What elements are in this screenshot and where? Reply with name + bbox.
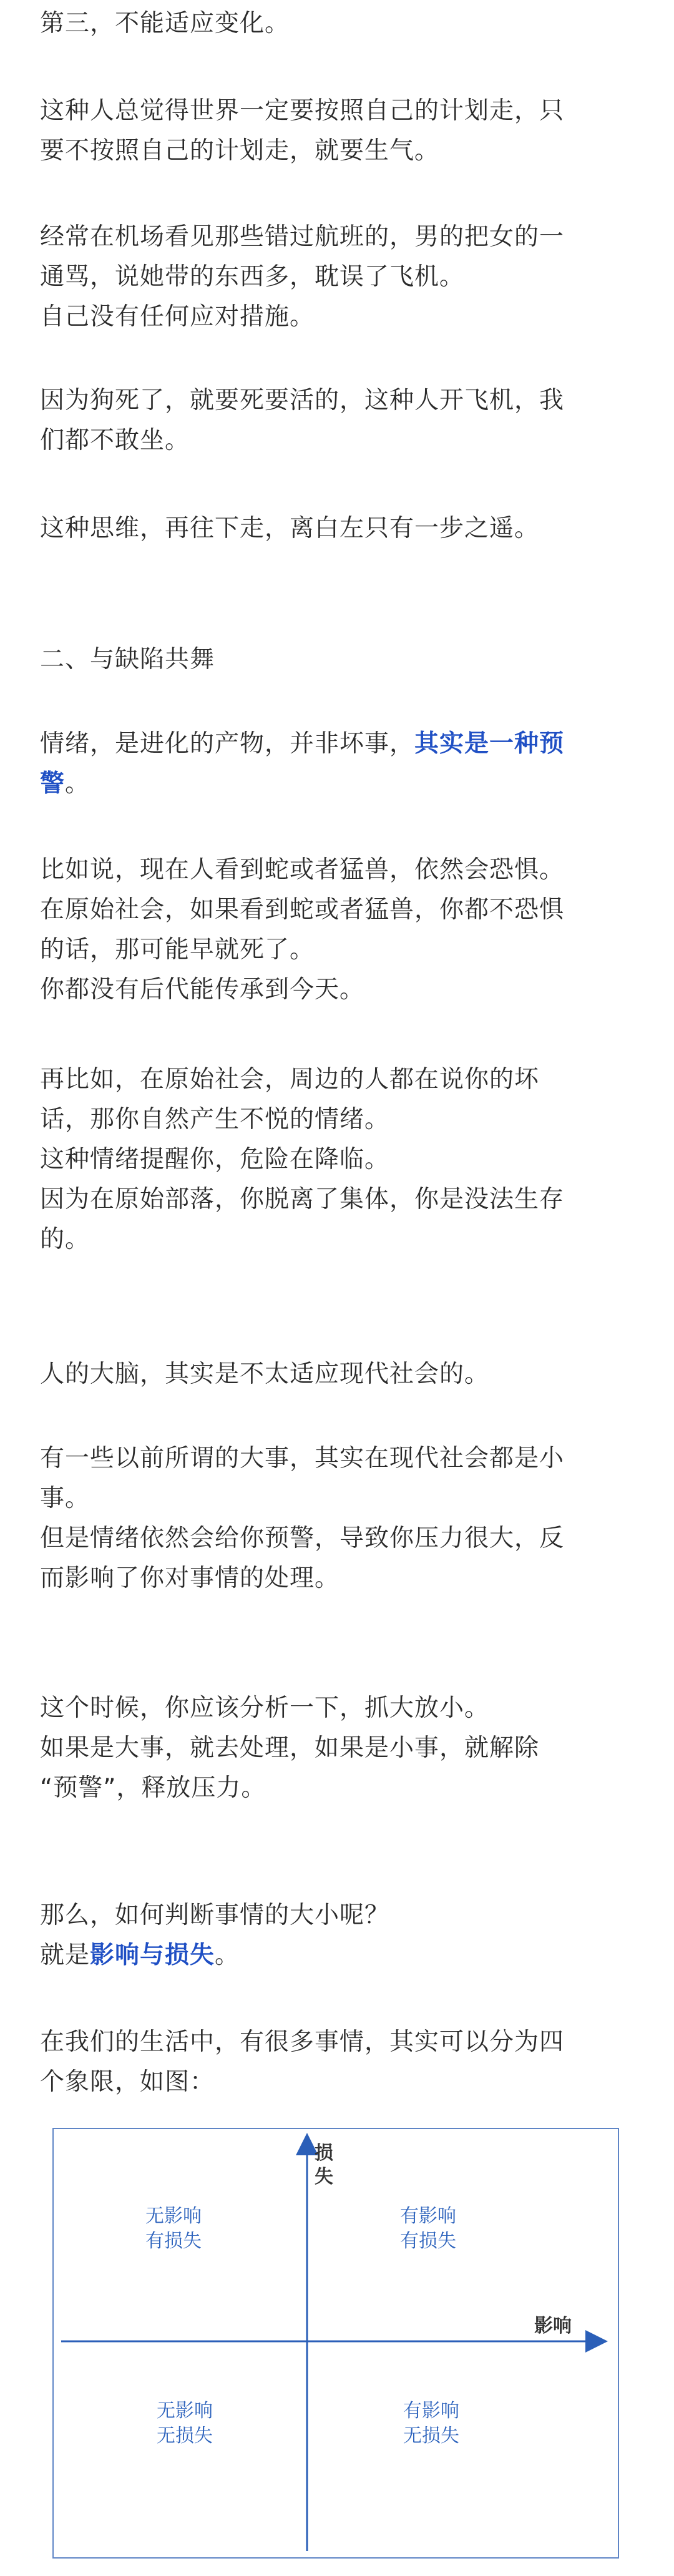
paragraph-5	[40, 509, 639, 549]
text-line: 在原始社会，如果看到蛇或者猛兽，你都不恐惧	[40, 896, 565, 924]
quadrant-bottom-left: 无影响 无损失	[157, 2400, 213, 2447]
x-axis-label: 影响	[534, 2315, 572, 2337]
heading-text: 二、与缺陷共舞	[40, 645, 215, 673]
paragraph-6	[40, 724, 639, 804]
paragraph-2	[40, 91, 639, 171]
text-line: 如果是大事，就去处理，如果是小事，就解除	[40, 1734, 540, 1762]
paragraph-11	[40, 1688, 639, 1808]
text-line: 但是情绪依然会给你预警，导致你压力很大，反	[40, 1524, 565, 1552]
paragraph-9	[40, 1354, 639, 1394]
paragraph-3	[40, 217, 639, 337]
text-line: 自己没有任何应对措施。	[40, 303, 315, 331]
text-line: 个象限，如图：	[40, 2068, 215, 2096]
text-line: 话，那你自然产生不悦的情绪。	[40, 1105, 390, 1134]
text-line: 那么，如何判断事情的大小呢？	[40, 1901, 390, 1929]
text-line: 人的大脑，其实是不太适应现代社会的。	[40, 1360, 490, 1388]
text-line: 有一些以前所谓的大事，其实在现代社会都是小	[40, 1444, 565, 1472]
paragraph-10	[40, 1439, 639, 1599]
text-line: 再比如，在原始社会，周边的人都在说你的坏	[40, 1065, 540, 1094]
quadrant-top-left: 无影响 有损失	[145, 2205, 202, 2252]
section-heading	[40, 640, 639, 680]
paragraph-4	[40, 381, 639, 461]
text-line: 事。	[40, 1484, 90, 1512]
y-axis-label: 损 失	[315, 2142, 333, 2188]
text-line: 警。	[40, 770, 90, 798]
text-line: 就是影响与损失。	[40, 1941, 240, 1969]
quadrant-axes	[54, 2129, 618, 2557]
quadrant-diagram	[52, 2128, 619, 2559]
paragraph-13	[40, 2022, 639, 2102]
paragraph-8	[40, 1060, 639, 1260]
quadrant-bottom-right: 有影响 无损失	[403, 2400, 459, 2447]
text-line: 们都不敢坐。	[40, 426, 190, 454]
text-line: 这种情绪提醒你，危险在降临。	[40, 1145, 390, 1173]
paragraph-12	[40, 1896, 639, 1976]
text-line: “预警”，释放压力。	[40, 1774, 266, 1802]
text-line: 这个时候，你应该分析一下，抓大放小。	[40, 1694, 490, 1722]
text-line: 通骂，说她带的东西多，耽误了飞机。	[40, 263, 465, 291]
paragraph-1	[40, 4, 639, 44]
text-line: 情绪，是进化的产物，并非坏事，其实是一种预	[40, 730, 565, 758]
text-line: 因为狗死了，就要死要活的，这种人开飞机，我	[40, 386, 565, 414]
text-line: 这种思维，再往下走，离白左只有一步之遥。	[40, 514, 540, 542]
text-line: 这种人总觉得世界一定要按照自己的计划走，只	[40, 97, 565, 125]
text-line: 的话，那可能早就死了。	[40, 936, 315, 964]
highlight-text: 警	[40, 770, 66, 798]
text-line: 比如说，现在人看到蛇或者猛兽，依然会恐惧。	[40, 856, 565, 884]
highlight-text: 影响与损失	[90, 1941, 215, 1969]
text-line: 在我们的生活中，有很多事情，其实可以分为四	[40, 2028, 565, 2056]
text-line: 你都没有后代能传承到今天。	[40, 976, 365, 1004]
quadrant-top-right: 有影响 有损失	[400, 2205, 456, 2252]
text-line: 因为在原始部落，你脱离了集体，你是没法生存	[40, 1185, 565, 1213]
highlight-text: 其实是一种预	[414, 730, 565, 758]
text-line: 要不按照自己的计划走，就要生气。	[40, 137, 440, 165]
text-line: 第三，不能适应变化。	[40, 9, 290, 37]
paragraph-7	[40, 850, 639, 1010]
text-line: 经常在机场看见那些错过航班的，男的把女的一	[40, 223, 565, 251]
text-line: 的。	[40, 1225, 90, 1253]
text-line: 而影响了你对事情的处理。	[40, 1564, 340, 1592]
